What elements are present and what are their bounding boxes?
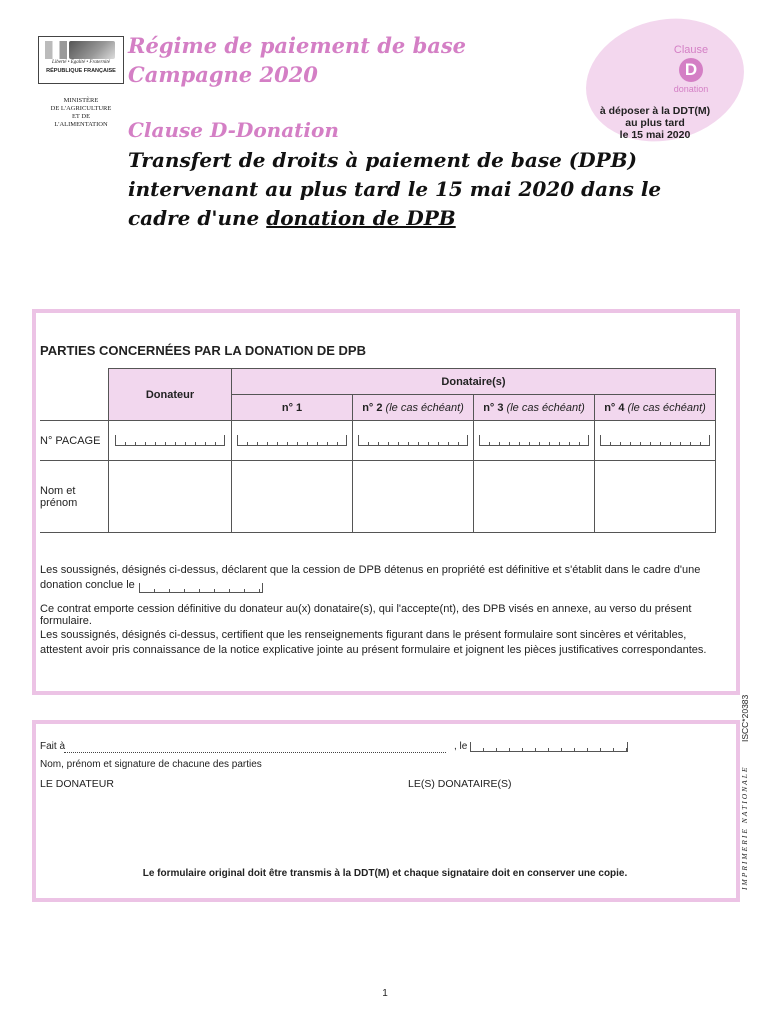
pacage-donataire-4-field[interactable] — [595, 421, 716, 461]
isc-code: ISCC*20383 — [740, 694, 750, 742]
donataire-col-4 — [595, 395, 716, 421]
ministry-line: L'ALIMENTATION — [54, 121, 108, 128]
parties-section-title: PARTIES CONCERNÉES PAR LA DONATION DE DPB — [40, 343, 366, 358]
donateur-header: Donateur — [109, 369, 232, 421]
clause-badge — [645, 44, 737, 94]
fait-a-label: Fait à — [40, 741, 66, 752]
donataire-col-3 — [474, 395, 595, 421]
deposit-line: au plus tard — [625, 117, 685, 129]
donateur-signature-label: LE DONATEUR — [40, 778, 114, 790]
regime-title: Régime de paiement de base — [128, 33, 467, 58]
col-num: n° 1 — [281, 401, 303, 414]
donation-date-field[interactable] — [139, 583, 263, 593]
badge-letter: D — [679, 58, 703, 82]
donataires-signature-label: LE(S) DONATAIRE(S) — [408, 778, 512, 790]
col-suffix: (le cas échéant) — [624, 401, 706, 414]
declaration-cession — [40, 563, 720, 593]
printer-mark — [740, 740, 754, 900]
nom-donataire-3-field[interactable] — [474, 461, 595, 533]
main-title-underlined: donation de DPB — [266, 206, 456, 230]
col-num: n° 4 — [604, 401, 625, 414]
donataires-header: Donataire(s) — [232, 369, 716, 395]
le-label: , le — [454, 741, 468, 752]
pacage-row-label: N° PACAGE — [40, 421, 109, 461]
donataire-col-1 — [232, 395, 353, 421]
declaration-certify: Les soussignés, désignés ci-dessus, certifient que les renseignements figurant dans le présent formulaire sont sincères et véritables, attestent avoir pris connaissance de la notice explicative jointe au présent formulaire et joignent les pièces justificatives correspondantes. — [40, 629, 707, 656]
table-corner — [40, 369, 109, 421]
deposit-line: le 15 mai 2020 — [619, 129, 691, 141]
clause-title: Clause D-Donation — [128, 118, 339, 142]
deposit-line: à déposer à la DDT(M) — [599, 105, 711, 117]
pacage-donateur-field[interactable] — [109, 421, 232, 461]
signature-parties-label: Nom, prénom et signature de chacune des parties — [40, 759, 262, 770]
parties-table — [40, 368, 716, 533]
nom-donataire-4-field[interactable] — [595, 461, 716, 533]
campaign-title: Campagne 2020 — [128, 62, 318, 87]
nom-donateur-field[interactable] — [109, 461, 232, 533]
marianne-flag-icon — [45, 41, 67, 59]
nom-donataire-1-field[interactable] — [232, 461, 353, 533]
signature-date-field[interactable] — [470, 742, 628, 752]
pacage-donataire-3-field[interactable] — [474, 421, 595, 461]
page-number: 1 — [382, 988, 388, 999]
main-title-text: Transfert de droits à paiement de base (DPB) intervenant au plus tard le 15 mai 2020 dans le cadre d'une — [128, 148, 662, 230]
pacage-donataire-1-field[interactable] — [232, 421, 353, 461]
declaration-cession-text: Les soussignés, désignés ci-dessus, déclarent que la cession de DPB détenus en propriété est définitive et s'établit dans le cadre d'une donation conclue le — [40, 564, 701, 591]
donataire-col-2 — [353, 395, 474, 421]
ministry-line: ET DE — [71, 113, 91, 120]
deposit-note — [590, 105, 720, 141]
col-num: n° 2 — [362, 401, 383, 414]
badge-donation-label: donation — [673, 84, 709, 94]
col-suffix: (le cas échéant) — [503, 401, 585, 414]
badge-clause-label: Clause — [673, 44, 709, 56]
pacage-donataire-2-field[interactable] — [353, 421, 474, 461]
ministry-name — [40, 97, 122, 129]
fait-a-field[interactable] — [64, 752, 446, 753]
printer-name: IMPRIMERIE NATIONALE — [740, 765, 749, 890]
declaration-contract: Ce contrat emporte cession définitive du donateur au(x) donataire(s), qui l'accepte(nt), des DPB visés en annexe, au verso du présent formulaire. — [40, 603, 692, 627]
col-num: n° 3 — [483, 401, 504, 414]
nom-row-label: Nom et prénom — [40, 461, 109, 533]
ministry-line: MINISTÈRE — [63, 97, 99, 104]
republic-logo — [38, 36, 124, 84]
col-suffix: (le cas échéant) — [382, 401, 464, 414]
nom-donataire-2-field[interactable] — [353, 461, 474, 533]
main-title — [128, 146, 728, 233]
marianne-profile-icon — [69, 41, 115, 59]
transmission-notice: Le formulaire original doit être transmis à la DDT(M) et chaque signataire doit en conserver une copie. — [142, 868, 628, 879]
logo-republic: RÉPUBLIQUE FRANÇAISE — [46, 68, 116, 74]
logo-motto: Liberté • Égalité • Fraternité — [52, 60, 110, 65]
ministry-line: DE L'AGRICULTURE — [50, 105, 112, 112]
